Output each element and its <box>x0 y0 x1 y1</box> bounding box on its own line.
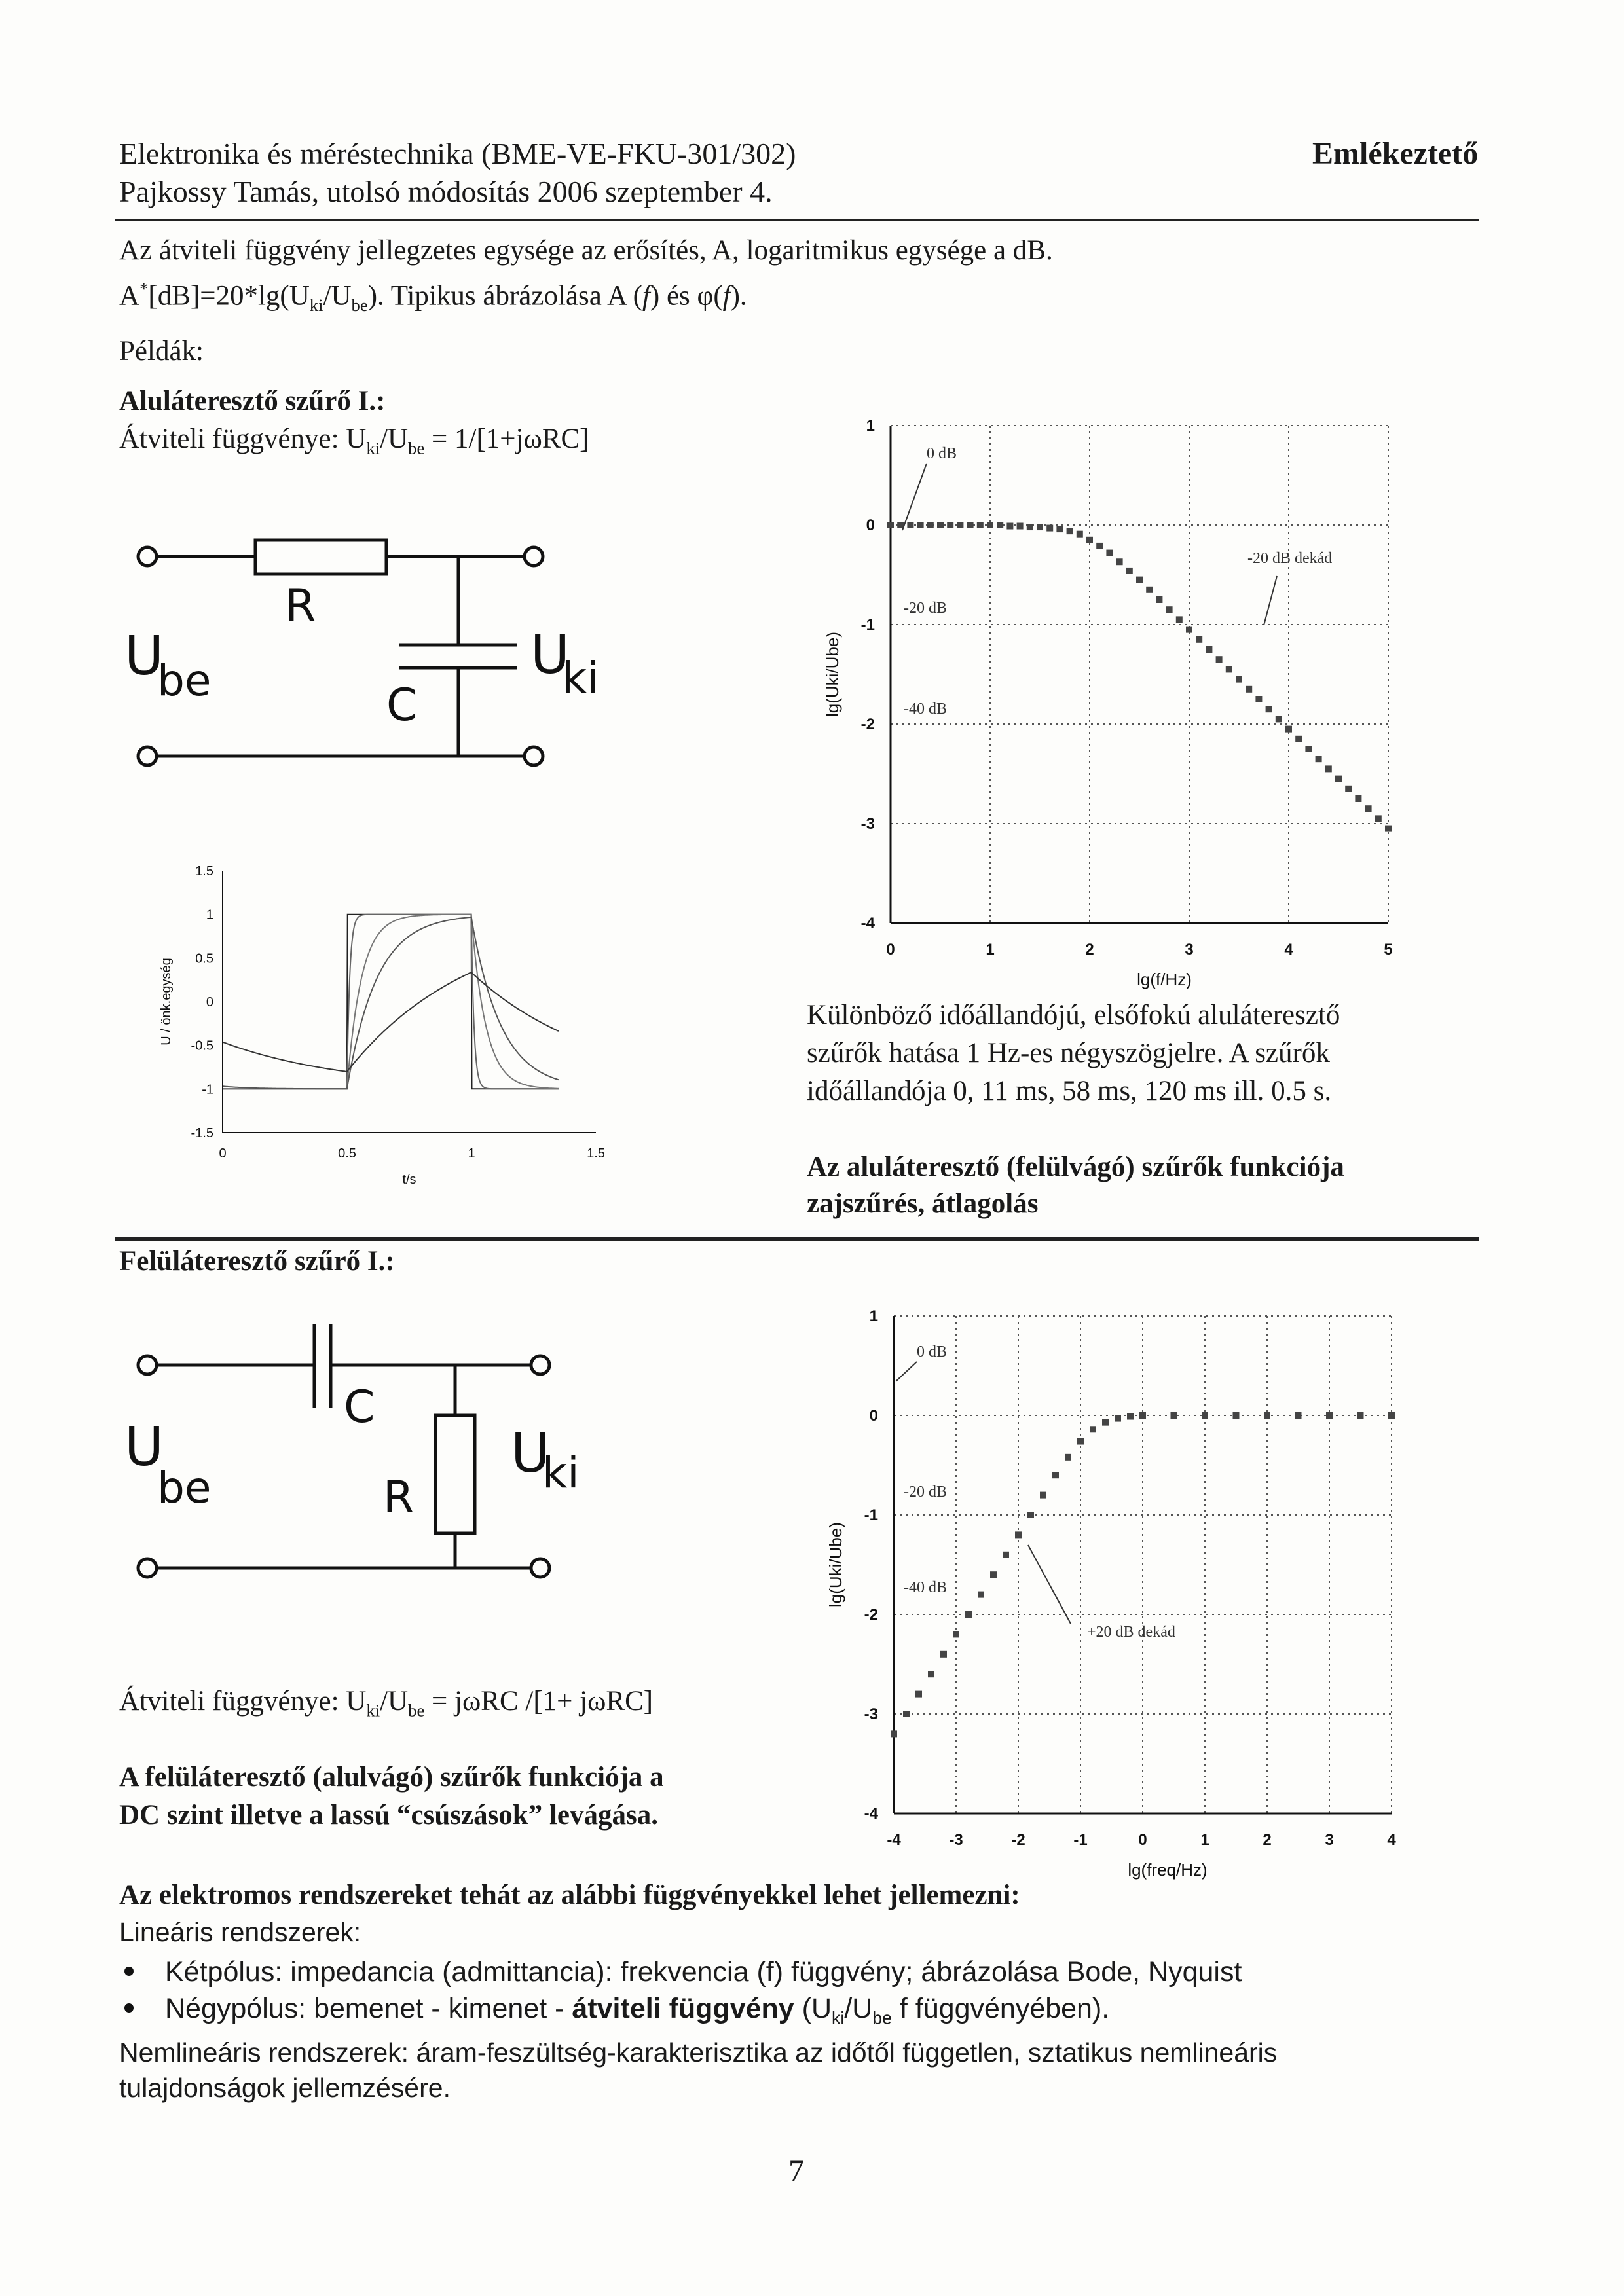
data-point <box>1325 765 1332 772</box>
data-point <box>1056 526 1063 532</box>
section-divider <box>115 1237 1479 1241</box>
data-point <box>1077 1438 1084 1445</box>
data-point <box>1040 1492 1046 1499</box>
x-tick-label: 0 <box>886 941 895 958</box>
data-point <box>1126 568 1133 574</box>
y-tick-label: 0 <box>866 517 875 534</box>
x-axis-title: lg(freq/Hz) <box>1128 1860 1208 1880</box>
highpass-transfer-function: Átviteli függvénye: $U_{ki}/U_{be} = j\omega RC$ /[1+ jωRC] <box>119 1686 654 1721</box>
summary-title: Az elektromos rendszereket tehát az alábbi függvényekkel lehet jellemezni: <box>119 1880 1020 1910</box>
data-point <box>937 522 944 528</box>
data-point <box>1017 523 1024 530</box>
output-terminal-bottom <box>531 1559 549 1577</box>
highpass-circuit <box>124 1316 580 1591</box>
x-tick-label: 4 <box>1387 1831 1396 1849</box>
highpass-function-1: A felüláteresztő (alulvágó) szűrők funkciója a <box>119 1762 664 1793</box>
data-point <box>1233 1412 1240 1419</box>
y-tick-label: -1.5 <box>191 1126 213 1140</box>
data-point <box>997 522 1003 528</box>
data-point <box>1276 716 1282 722</box>
data-point <box>1136 577 1143 583</box>
data-point <box>940 1651 947 1658</box>
chart-annotation: -20 dB dekád <box>1247 550 1333 567</box>
lowpass-caption-3: időállandója 0, 11 ms, 58 ms, 120 ms ill. 0.5 s. <box>807 1076 1332 1106</box>
data-point <box>1388 1412 1395 1419</box>
x-tick-label: 0.5 <box>338 1146 356 1161</box>
data-point <box>1236 676 1242 683</box>
output-voltage-label: U <box>511 1423 551 1485</box>
data-point <box>1326 1412 1333 1419</box>
x-tick-label: -2 <box>1011 1831 1025 1849</box>
lowpass-bode-chart <box>819 406 1434 989</box>
x-axis-title: t/s <box>402 1173 416 1187</box>
bullet-icon <box>124 2003 134 2013</box>
data-point <box>957 522 963 528</box>
data-point <box>1266 706 1272 712</box>
x-tick-label: 1 <box>468 1146 475 1161</box>
x-tick-label: 1 <box>1200 1831 1209 1849</box>
lowpass-caption-2: szűrők hatása 1 Hz-es négyszögjelre. A szűrők <box>807 1038 1330 1068</box>
y-tick-label: 1.5 <box>195 864 213 879</box>
data-point <box>1077 531 1083 538</box>
lowpass-function-2: zajszűrés, átlagolás <box>807 1188 1039 1219</box>
y-tick-label: -1 <box>202 1082 213 1097</box>
data-point <box>1067 528 1073 534</box>
data-point <box>1156 596 1162 603</box>
output-voltage-sub: ki <box>562 653 599 703</box>
data-point <box>915 1691 922 1698</box>
data-point <box>1037 524 1043 530</box>
data-point <box>1357 1412 1364 1419</box>
response-curve <box>223 972 559 1072</box>
data-point <box>1052 1472 1059 1478</box>
data-point <box>1335 776 1342 782</box>
output-terminal-top <box>531 1356 549 1374</box>
x-tick-label: 3 <box>1185 941 1194 958</box>
intro-line-2: $A^*[dB]=20*\lg(U_{ki}/U_{be})$. Tipikus ábrázolása A (f) és φ(f). <box>119 279 747 315</box>
y-tick-label: -3 <box>864 1705 878 1723</box>
header-rule <box>115 219 1479 221</box>
highpass-title: Felüláteresztő szűrő I.: <box>119 1246 395 1277</box>
x-tick-label: 1 <box>986 941 995 958</box>
resistor-symbol <box>255 540 386 574</box>
data-point <box>1096 543 1103 549</box>
chart-annotation: -40 dB <box>904 701 947 718</box>
y-tick-label: -2 <box>860 716 875 733</box>
data-point <box>887 522 894 528</box>
data-point <box>1166 606 1173 613</box>
resistor-symbol <box>435 1415 475 1533</box>
page-number: 7 <box>788 2154 804 2189</box>
resistor-label: R <box>383 1472 415 1523</box>
data-point <box>1202 1412 1208 1419</box>
linear-systems-label: Lineáris rendszerek: <box>119 1917 361 1947</box>
chart-annotation: -40 dB <box>904 1579 947 1596</box>
data-point <box>990 1571 997 1578</box>
input-terminal-top <box>138 547 157 566</box>
y-tick-label: 0.5 <box>195 951 213 966</box>
data-point <box>1027 524 1033 530</box>
data-point <box>1295 1412 1302 1419</box>
input-terminal-bottom <box>138 747 157 765</box>
data-point <box>1345 786 1352 792</box>
chart-annotation: 0 dB <box>927 445 957 462</box>
data-point <box>1102 1419 1109 1426</box>
annotation-pointer <box>902 464 927 530</box>
x-tick-label: 1.5 <box>587 1146 605 1161</box>
nonlinear-line-2: tulajdonságok jellemzésére. <box>119 2073 451 2103</box>
y-axis-title: U / önk.egység <box>159 958 174 1046</box>
data-point <box>1003 1552 1009 1558</box>
bullet-icon <box>124 1967 134 1976</box>
chart-annotation: +20 dB dekád <box>1087 1624 1175 1641</box>
data-point <box>978 1592 984 1598</box>
data-point <box>1015 1531 1022 1538</box>
author-line: Pajkossy Tamás, utolsó módosítás 2006 szeptember 4. <box>119 175 773 208</box>
examples-label: Példák: <box>119 336 204 367</box>
header-tag: Emlékeztető <box>1312 136 1479 171</box>
data-point <box>1385 826 1392 832</box>
output-voltage-label: U <box>530 624 570 686</box>
data-point <box>1086 537 1093 543</box>
data-point <box>1316 756 1322 762</box>
y-tick-label: -1 <box>864 1506 878 1524</box>
data-point <box>953 1631 959 1637</box>
highpass-function-2: DC szint illetve a lassú “csúszások” levágása. <box>119 1800 658 1831</box>
data-point <box>1375 815 1382 822</box>
data-point <box>1216 656 1223 663</box>
x-tick-label: 0 <box>219 1146 227 1161</box>
input-voltage-label: U <box>124 625 164 687</box>
system-list <box>119 1954 1242 2037</box>
data-point <box>917 522 924 528</box>
data-point <box>1090 1426 1096 1432</box>
data-point <box>965 1611 972 1618</box>
data-point <box>903 1711 910 1717</box>
data-point <box>1176 616 1183 623</box>
data-point <box>907 522 913 528</box>
input-voltage-label: U <box>124 1416 164 1478</box>
data-point <box>928 1671 934 1677</box>
lowpass-title: Aluláteresztő szűrő I.: <box>119 386 386 416</box>
data-point <box>1171 1412 1177 1419</box>
data-point <box>987 522 993 528</box>
course-title: Elektronika és méréstechnika (BME-VE-FKU-301/302) <box>119 137 796 170</box>
data-point <box>1127 1413 1134 1420</box>
annotation-pointer <box>1264 576 1277 625</box>
x-tick-label: -1 <box>1073 1831 1088 1849</box>
intro-line-1: Az átviteli függvény jellegzetes egysége az erősítés, A, logaritmikus egysége a dB. <box>119 235 1053 266</box>
x-tick-label: 2 <box>1085 941 1094 958</box>
input-voltage-sub: be <box>157 1463 212 1513</box>
lowpass-transfer-function: Átviteli függvénye: $U_{ki}/U_{be} = 1/[1+j\omega RC]$ <box>119 424 589 458</box>
data-point <box>1106 550 1113 556</box>
y-tick-label: 1 <box>869 1307 878 1325</box>
data-point <box>1295 736 1302 742</box>
data-point <box>947 522 953 528</box>
capacitor-label: C <box>344 1381 375 1433</box>
y-tick-label: -3 <box>860 815 875 833</box>
capacitor-label: C <box>386 680 418 731</box>
lowpass-circuit <box>124 524 599 799</box>
input-voltage-sub: be <box>157 655 212 706</box>
nonlinear-line-1: Nemlineáris rendszerek: áram-feszültség-karakterisztika az időtől független, sztatikus nemlineáris <box>119 2037 1278 2068</box>
resistor-label: R <box>285 580 316 632</box>
data-point <box>1006 523 1013 530</box>
data-point <box>1285 726 1292 733</box>
data-point <box>1116 558 1123 565</box>
x-tick-label: 0 <box>1138 1831 1147 1849</box>
data-point <box>1365 805 1372 812</box>
output-voltage-sub: ki <box>542 1448 580 1498</box>
data-point <box>1046 525 1053 532</box>
lowpass-caption-1: Különböző időállandójú, elsőfokú aluláteresztő <box>807 1000 1340 1030</box>
data-point <box>1246 686 1252 693</box>
y-tick-label: 0 <box>869 1407 878 1425</box>
data-point <box>1146 587 1153 593</box>
x-axis-title: lg(f/Hz) <box>1137 970 1192 989</box>
highpass-bode-chart <box>819 1296 1434 1880</box>
y-tick-label: -4 <box>860 915 875 932</box>
chart-annotation: -20 dB <box>904 1484 947 1501</box>
data-point <box>967 522 974 528</box>
lowpass-function-1: Az aluláteresztő (felülvágó) szűrők funkciója <box>807 1152 1344 1182</box>
input-terminal-top <box>138 1356 157 1374</box>
data-point <box>1115 1415 1121 1422</box>
data-point <box>1186 627 1192 633</box>
y-tick-label: -2 <box>864 1606 878 1624</box>
y-tick-label: 1 <box>866 417 875 435</box>
x-tick-label: 5 <box>1384 941 1393 958</box>
annotation-pointer <box>896 1362 917 1381</box>
x-tick-label: 4 <box>1284 941 1293 958</box>
data-point <box>1065 1454 1071 1461</box>
data-point <box>1206 646 1212 653</box>
data-point <box>1226 666 1232 672</box>
y-axis-title: lg(Uki/Ube) <box>822 631 842 718</box>
data-point <box>1196 636 1202 643</box>
data-point <box>1264 1412 1270 1419</box>
annotation-pointer <box>1028 1545 1071 1624</box>
data-point <box>1255 696 1262 702</box>
y-tick-label: 1 <box>206 907 213 922</box>
data-point <box>977 522 984 528</box>
data-point <box>891 1730 897 1737</box>
data-point <box>1027 1512 1034 1518</box>
output-terminal-top <box>525 547 543 566</box>
x-tick-label: -3 <box>949 1831 963 1849</box>
data-point <box>1305 746 1312 752</box>
data-point <box>1139 1412 1146 1419</box>
list-item: Négypólus: bemenet - kimenet - átviteli függvény ($U_{ki}/U_{be}$ f függvényében). <box>119 1990 1242 2037</box>
y-tick-label: -1 <box>860 616 875 634</box>
data-point <box>1355 795 1361 802</box>
x-tick-label: 3 <box>1325 1831 1334 1849</box>
chart-annotation: -20 dB <box>904 600 947 617</box>
output-terminal-bottom <box>525 747 543 765</box>
x-tick-label: -4 <box>887 1831 901 1849</box>
list-item: Kétpólus: impedancia (admittancia): frekvencia (f) függvény; ábrázolása Bode, Nyquist <box>119 1954 1242 1990</box>
y-tick-label: 0 <box>206 995 213 1010</box>
input-terminal-bottom <box>138 1559 157 1577</box>
chart-annotation: 0 dB <box>917 1343 948 1360</box>
y-tick-label: -0.5 <box>191 1038 213 1053</box>
y-tick-label: -4 <box>864 1805 878 1823</box>
step-response-chart <box>144 858 642 1198</box>
data-point <box>927 522 934 528</box>
y-axis-title: lg(Uki/Ube) <box>826 1522 845 1608</box>
x-tick-label: 2 <box>1263 1831 1272 1849</box>
